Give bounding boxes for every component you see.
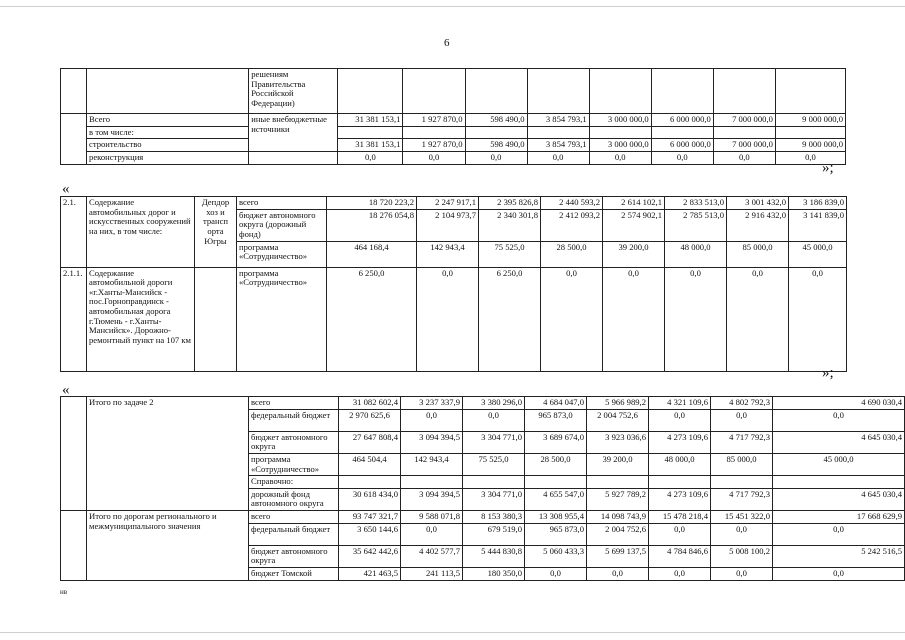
value-cell: 85 000,0 xyxy=(711,453,773,475)
cell-blank xyxy=(463,476,525,489)
cell-blank xyxy=(589,126,651,139)
value-cell: 180 350,0 xyxy=(463,567,525,580)
value-cell: 0,0 xyxy=(649,409,711,431)
source-label: бюджет автономного округа (дорожный фонд) xyxy=(237,209,327,241)
value-cell: 75 525,0 xyxy=(463,453,525,475)
cell-blank xyxy=(775,69,845,114)
value-cell: 31 082 602,4 xyxy=(339,397,401,410)
value-cell: 35 642 442,6 xyxy=(339,545,401,567)
value-cell: 0,0 xyxy=(417,267,479,371)
source-label: всего xyxy=(249,397,339,410)
value-cell: 15 478 218,4 xyxy=(649,511,711,524)
value-cell: 5 699 137,5 xyxy=(587,545,649,567)
value-cell: 4 690 030,4 xyxy=(773,397,905,410)
value-cell: 241 113,5 xyxy=(401,567,463,580)
value-cell: 0,0 xyxy=(773,409,905,431)
cell-blank xyxy=(61,511,87,581)
table-row xyxy=(61,267,847,371)
maintenance-table xyxy=(60,196,847,372)
value-cell: 0,0 xyxy=(651,151,713,164)
opening-quote: « xyxy=(62,382,70,398)
source-label: всего xyxy=(237,197,327,210)
value-cell: 598 490,0 xyxy=(465,114,527,127)
value-cell: 14 098 743,9 xyxy=(587,511,649,524)
value-cell: 4 717 792,3 xyxy=(711,488,773,510)
value-cell: 3 923 036,6 xyxy=(587,431,649,453)
row-label: в том числе: xyxy=(87,126,249,139)
value-cell: 3 094 394,5 xyxy=(401,488,463,510)
value-cell: 4 273 109,6 xyxy=(649,431,711,453)
cell-blank xyxy=(87,69,249,114)
value-cell: 9 000 000,0 xyxy=(775,114,845,127)
cell-blank xyxy=(61,114,87,165)
source-label: дорожный фонд автономного округа xyxy=(249,488,339,510)
value-cell: 0,0 xyxy=(463,409,525,431)
table-row xyxy=(61,197,847,210)
value-cell: 3 001 432,0 xyxy=(727,197,789,210)
value-cell: 15 451 322,0 xyxy=(711,511,773,524)
value-cell: 3 186 839,0 xyxy=(789,197,847,210)
table-row xyxy=(61,151,846,164)
value-cell: 3 650 144,6 xyxy=(339,523,401,545)
value-cell: 18 720 223,2 xyxy=(327,197,417,210)
scan-edge-bottom xyxy=(0,632,905,633)
value-cell: 0,0 xyxy=(403,151,465,164)
value-cell: 0,0 xyxy=(665,267,727,371)
cell-blank xyxy=(465,69,527,114)
value-cell: 3 380 296,0 xyxy=(463,397,525,410)
value-cell: 31 381 153,1 xyxy=(338,139,403,152)
value-cell: 3 689 674,0 xyxy=(525,431,587,453)
executor: Депдор хоз и трансп орта Югры xyxy=(195,197,237,268)
source-label: бюджет автономного округа xyxy=(249,431,339,453)
value-cell: 0,0 xyxy=(587,567,649,580)
cell-blank xyxy=(713,69,775,114)
value-cell: 0,0 xyxy=(649,567,711,580)
value-cell: 0,0 xyxy=(603,267,665,371)
value-cell: 2 340 301,8 xyxy=(479,209,541,241)
value-cell: 4 655 547,0 xyxy=(525,488,587,510)
cell-blank xyxy=(527,126,589,139)
cell-blank xyxy=(465,126,527,139)
value-cell: 5 966 989,2 xyxy=(587,397,649,410)
value-cell: 13 308 955,4 xyxy=(525,511,587,524)
value-cell: 39 200,0 xyxy=(587,453,649,475)
value-cell: 6 250,0 xyxy=(327,267,417,371)
value-cell: 3 237 337,9 xyxy=(401,397,463,410)
value-cell: 2 785 513,0 xyxy=(665,209,727,241)
footer-mark: нв xyxy=(60,588,68,596)
value-cell: 31 381 153,1 xyxy=(338,114,403,127)
value-cell: 0,0 xyxy=(541,267,603,371)
value-cell: 3 854 793,1 xyxy=(527,139,589,152)
value-cell: 0,0 xyxy=(711,567,773,580)
value-cell: 3 304 771,0 xyxy=(463,431,525,453)
opening-quote: « xyxy=(62,181,70,197)
source-label: программа «Сотрудничество» xyxy=(237,267,327,371)
totals-table xyxy=(60,396,905,581)
value-cell: 142 943,4 xyxy=(401,453,463,475)
value-cell: 3 304 771,0 xyxy=(463,488,525,510)
value-cell: 45 000,0 xyxy=(773,453,905,475)
value-cell: 48 000,0 xyxy=(649,453,711,475)
value-cell: 3 094 394,5 xyxy=(401,431,463,453)
source-label: иные внебюджетные источники xyxy=(249,114,338,152)
value-cell: 965 873,0 xyxy=(525,409,587,431)
cell-blank xyxy=(649,476,711,489)
value-cell: 93 747 321,7 xyxy=(339,511,401,524)
value-cell: 0,0 xyxy=(711,523,773,545)
row-label: строительство xyxy=(87,139,249,152)
value-cell: 28 500,0 xyxy=(541,241,603,267)
value-cell: 464 504,4 xyxy=(339,453,401,475)
table-row xyxy=(61,69,846,114)
cell-blank xyxy=(338,69,403,114)
value-cell: 9 000 000,0 xyxy=(775,139,845,152)
cell-blank xyxy=(651,69,713,114)
cell-blank xyxy=(587,476,649,489)
funding-table-continuation xyxy=(60,68,846,165)
value-cell: 5 060 433,3 xyxy=(525,545,587,567)
table-row xyxy=(61,139,846,152)
value-cell: 0,0 xyxy=(465,151,527,164)
value-cell: 2 440 593,2 xyxy=(541,197,603,210)
value-cell: 464 168,4 xyxy=(327,241,417,267)
value-cell: 6 250,0 xyxy=(479,267,541,371)
value-cell: 48 000,0 xyxy=(665,241,727,267)
value-cell: 6 000 000,0 xyxy=(651,139,713,152)
value-cell: 3 000 000,0 xyxy=(589,139,651,152)
source-label: бюджет Томской xyxy=(249,567,339,580)
cell-blank xyxy=(339,476,401,489)
value-cell: 1 927 870,0 xyxy=(403,114,465,127)
cell-blank xyxy=(525,476,587,489)
value-cell: 5 444 830,8 xyxy=(463,545,525,567)
value-cell: 4 321 109,6 xyxy=(649,397,711,410)
cell-blank xyxy=(403,126,465,139)
row-label: реконструкция xyxy=(87,151,249,164)
value-cell: 4 802 792,3 xyxy=(711,397,773,410)
value-cell: 5 008 100,2 xyxy=(711,545,773,567)
value-cell: 0,0 xyxy=(338,151,403,164)
cell-blank xyxy=(195,267,237,371)
item-name: Содержание автомобильных дорог и искусственных сооружений на них, в том числе: xyxy=(87,197,195,268)
cell-blank xyxy=(249,151,338,164)
value-cell: 2 104 973,7 xyxy=(417,209,479,241)
value-cell: 45 000,0 xyxy=(789,241,847,267)
value-cell: 1 927 870,0 xyxy=(403,139,465,152)
value-cell: 27 647 808,4 xyxy=(339,431,401,453)
value-cell: 0,0 xyxy=(789,267,847,371)
cell-blank xyxy=(527,69,589,114)
value-cell: 421 463,5 xyxy=(339,567,401,580)
closing-quote: »; xyxy=(822,365,834,381)
cell-blank xyxy=(773,476,905,489)
value-cell: 2 574 902,1 xyxy=(603,209,665,241)
cell-blank xyxy=(711,476,773,489)
value-cell: 3 141 839,0 xyxy=(789,209,847,241)
cell-blank xyxy=(403,69,465,114)
value-cell: 18 276 054,8 xyxy=(327,209,417,241)
value-cell: 2 916 432,0 xyxy=(727,209,789,241)
closing-quote: »; xyxy=(822,160,834,176)
value-cell: 28 500,0 xyxy=(525,453,587,475)
value-cell: 0,0 xyxy=(773,567,905,580)
value-cell: 5 242 516,5 xyxy=(773,545,905,567)
item-number: 2.1. xyxy=(61,197,87,268)
item-name: Содержание автомобильной дороги «г.Ханты-Мансийск - пос.Горноправдинск - автомобильная дорога г.Тюмень - г.Ханты-Мансийск». Дорожно-ремонтный пункт на 107 км xyxy=(87,267,195,371)
row-label: Всего xyxy=(87,114,249,127)
value-cell: 2 412 093,2 xyxy=(541,209,603,241)
source-label: федеральный бюджет xyxy=(249,409,339,431)
value-cell: 4 402 577,7 xyxy=(401,545,463,567)
value-cell: 2 247 917,1 xyxy=(417,197,479,210)
scan-edge-top xyxy=(0,6,905,7)
group-title: Итого по дорогам регионального и межмуниципального значения xyxy=(87,511,249,581)
source-note: решениям Правительства Российской Федерации) xyxy=(249,69,338,114)
value-cell: 4 717 792,3 xyxy=(711,431,773,453)
value-cell: 4 784 846,6 xyxy=(649,545,711,567)
table-row xyxy=(61,114,846,127)
page-number: 6 xyxy=(444,37,450,49)
table-row xyxy=(61,126,846,139)
value-cell: 2 395 826,8 xyxy=(479,197,541,210)
value-cell: 6 000 000,0 xyxy=(651,114,713,127)
value-cell: 2 970 625,6 xyxy=(339,409,401,431)
value-cell: 0,0 xyxy=(649,523,711,545)
cell-blank xyxy=(61,69,87,114)
value-cell: 679 519,0 xyxy=(463,523,525,545)
value-cell: 142 943,4 xyxy=(417,241,479,267)
source-label: всего xyxy=(249,511,339,524)
cell-blank xyxy=(651,126,713,139)
value-cell: 3 854 793,1 xyxy=(527,114,589,127)
value-cell: 8 153 380,3 xyxy=(463,511,525,524)
cell-blank xyxy=(589,69,651,114)
table-row xyxy=(61,511,905,524)
value-cell: 7 000 000,0 xyxy=(713,114,775,127)
value-cell: 3 000 000,0 xyxy=(589,114,651,127)
value-cell: 4 645 030,4 xyxy=(773,431,905,453)
cell-blank xyxy=(61,397,87,511)
value-cell: 0,0 xyxy=(711,409,773,431)
value-cell: 4 645 030,4 xyxy=(773,488,905,510)
value-cell: 0,0 xyxy=(589,151,651,164)
value-cell: 0,0 xyxy=(727,267,789,371)
source-label: федеральный бюджет xyxy=(249,523,339,545)
source-label: Справочно: xyxy=(249,476,339,489)
item-number: 2.1.1. xyxy=(61,267,87,371)
source-label: программа «Сотрудничество» xyxy=(249,453,339,475)
value-cell: 2 004 752,6 xyxy=(587,409,649,431)
cell-blank xyxy=(775,126,845,139)
source-label: программа «Сотрудничество» xyxy=(237,241,327,267)
value-cell: 0,0 xyxy=(401,523,463,545)
table-row xyxy=(61,397,905,410)
cell-blank xyxy=(338,126,403,139)
value-cell: 2 833 513,0 xyxy=(665,197,727,210)
value-cell: 0,0 xyxy=(401,409,463,431)
value-cell: 2 004 752,6 xyxy=(587,523,649,545)
value-cell: 0,0 xyxy=(773,523,905,545)
value-cell: 2 614 102,1 xyxy=(603,197,665,210)
cell-blank xyxy=(401,476,463,489)
value-cell: 9 588 071,8 xyxy=(401,511,463,524)
value-cell: 17 668 629,9 xyxy=(773,511,905,524)
value-cell: 75 525,0 xyxy=(479,241,541,267)
value-cell: 4 684 047,0 xyxy=(525,397,587,410)
value-cell: 598 490,0 xyxy=(465,139,527,152)
value-cell: 0,0 xyxy=(525,567,587,580)
value-cell: 0,0 xyxy=(775,151,845,164)
value-cell: 5 927 789,2 xyxy=(587,488,649,510)
value-cell: 85 000,0 xyxy=(727,241,789,267)
value-cell: 30 618 434,0 xyxy=(339,488,401,510)
value-cell: 4 273 109,6 xyxy=(649,488,711,510)
value-cell: 0,0 xyxy=(527,151,589,164)
cell-blank xyxy=(713,126,775,139)
value-cell: 7 000 000,0 xyxy=(713,139,775,152)
source-label: бюджет автономного округа xyxy=(249,545,339,567)
value-cell: 39 200,0 xyxy=(603,241,665,267)
value-cell: 0,0 xyxy=(713,151,775,164)
group-title: Итого по задаче 2 xyxy=(87,397,249,511)
value-cell: 965 873,0 xyxy=(525,523,587,545)
